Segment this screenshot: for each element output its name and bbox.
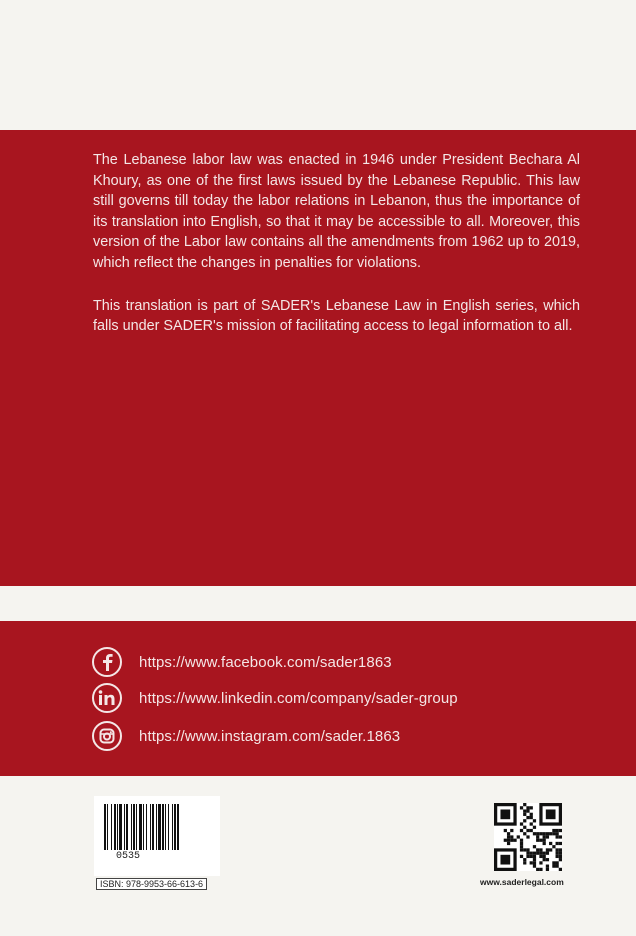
barcode-number: 0535 — [116, 851, 141, 862]
linkedin-link[interactable] — [92, 681, 458, 715]
barcode-bars — [104, 804, 210, 850]
barcode — [94, 796, 220, 876]
instagram-url[interactable]: https://www.instagram.com/sader.1863 — [139, 727, 401, 745]
book-description — [93, 150, 580, 359]
linkedin-icon — [92, 683, 122, 713]
qr-code — [494, 803, 562, 871]
website-label: www.saderlegal.com — [480, 877, 564, 887]
isbn-label: ISBN: 978-9953-66-613-6 — [96, 878, 207, 890]
instagram-icon — [92, 721, 122, 751]
facebook-link[interactable] — [92, 645, 392, 679]
linkedin-url[interactable]: https://www.linkedin.com/company/sader-group — [139, 689, 458, 707]
facebook-url[interactable]: https://www.facebook.com/sader1863 — [139, 653, 392, 671]
facebook-icon — [92, 647, 122, 677]
description-paragraph-2: This translation is part of SADER's Lebanese Law in English series, which falls under SADER's mission of facilitating access to legal information to all. — [93, 297, 580, 335]
description-paragraph-1: The Lebanese labor law was enacted in 1946 under President Bechara Al Khoury, as one of the first laws issued by the Lebanese Republic. This law still governs till today the labor relations in Lebanon, thus the importance of its translation into English, so that it may be accessible to all. Moreover, this version of the Labor law contains all the amendments from 1962 up to 2019, which reflect the changes in penalties for violations. — [93, 152, 580, 271]
instagram-link[interactable] — [92, 719, 400, 753]
